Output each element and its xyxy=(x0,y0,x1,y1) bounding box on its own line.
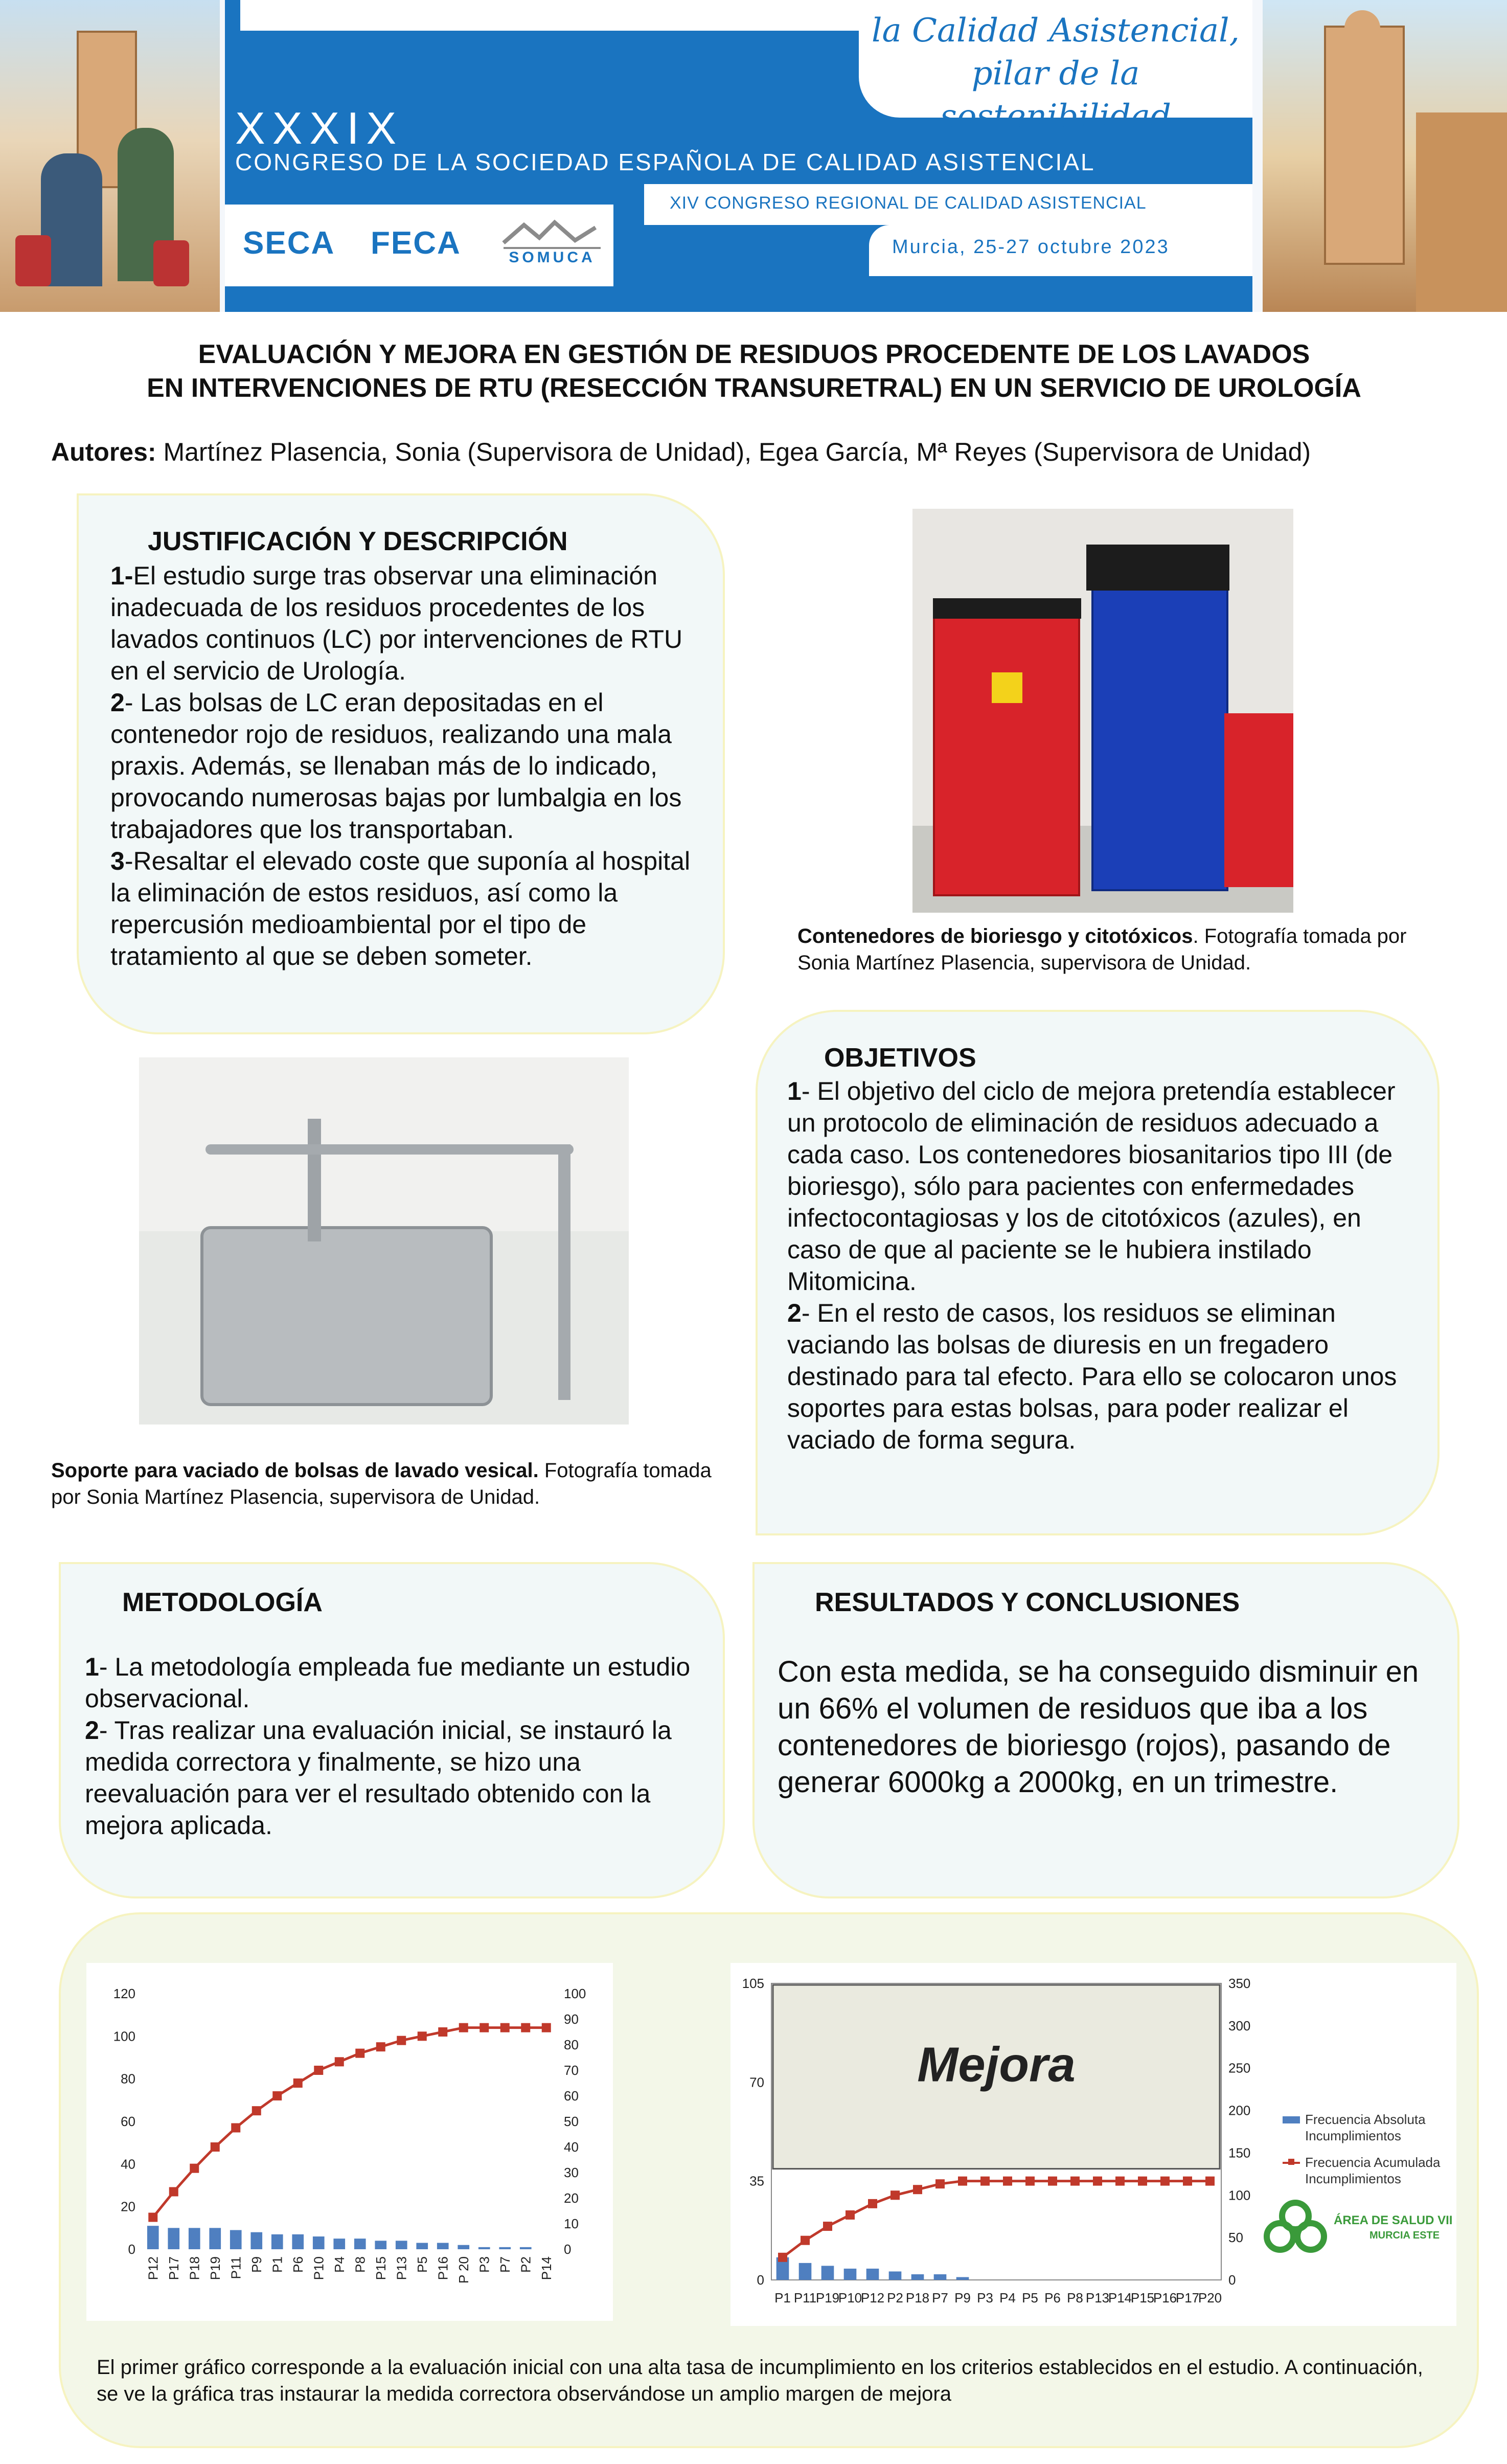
cumulative-point xyxy=(913,2185,922,2194)
red-container-partial xyxy=(1224,713,1293,887)
objetivos-title: OBJETIVOS xyxy=(824,1043,976,1073)
cumulative-point xyxy=(376,2042,385,2051)
congress-name: CONGRESO DE LA SOCIEDAD ESPAÑOLA DE CALIDAD ASISTENCIAL xyxy=(235,149,1095,175)
cumulative-point xyxy=(1070,2177,1080,2186)
poster-title-line-1: EVALUACIÓN Y MEJORA EN GESTIÓN DE RESIDUOS PROCEDENTE DE LOS LAVADOS xyxy=(198,340,1310,369)
x-tick-label: P13 xyxy=(1085,2290,1110,2305)
x-tick-label: P2 xyxy=(518,2256,534,2273)
resultados-title: RESULTADOS Y CONCLUSIONES xyxy=(815,1588,1240,1617)
x-tick-label: P1 xyxy=(269,2256,285,2273)
x-tick-label: P14 xyxy=(1108,2290,1132,2305)
bar xyxy=(375,2241,386,2249)
suitcase-icon xyxy=(15,235,51,286)
chart-improvement xyxy=(730,1963,1456,2326)
y-left-tick-label: 0 xyxy=(128,2242,135,2257)
sink-caption-bold: Soporte para vaciado de bolsas de lavado vesical. xyxy=(51,1459,539,1482)
y-left-tick-label: 35 xyxy=(749,2173,764,2189)
support-leg xyxy=(558,1144,570,1400)
y-right-tick-label: 250 xyxy=(1228,2060,1251,2076)
cumulative-point xyxy=(542,2023,551,2032)
slogan-line-2: pilar de la sostenibilidad xyxy=(940,55,1171,135)
cumulative-point xyxy=(958,2177,967,2186)
x-tick-label: P12 xyxy=(860,2290,885,2305)
justificacion-p1-num: 1- xyxy=(110,561,133,590)
charts-panel xyxy=(59,1912,1479,2448)
cumulative-point xyxy=(272,2091,282,2100)
sink-caption-text: Fotografía tomada por Sonia Martínez Plasencia, supervisora de Unidad. xyxy=(51,1459,712,1508)
cumulative-point xyxy=(1205,2177,1215,2186)
metodologia-title: METODOLOGÍA xyxy=(122,1588,323,1617)
header-white-band xyxy=(240,0,869,31)
cumulative-point xyxy=(1160,2177,1170,2186)
x-tick-label: P16 xyxy=(435,2256,451,2280)
annotation-label: Mejora xyxy=(917,2037,1076,2092)
x-tick-label: P14 xyxy=(538,2256,554,2280)
justificacion-p2-num: 2 xyxy=(110,688,125,717)
header-illustration-right xyxy=(1263,0,1507,312)
container-lid xyxy=(933,598,1081,619)
legend-swatch-bar xyxy=(1283,2116,1300,2123)
bar xyxy=(292,2234,304,2249)
legend-swatch-line xyxy=(1283,2162,1300,2164)
slogan-box xyxy=(859,0,1252,135)
cumulative-point xyxy=(418,2031,427,2041)
cumulative-point xyxy=(521,2023,530,2032)
objetivos-p1-num: 1 xyxy=(787,1077,802,1105)
x-tick-label: P3 xyxy=(977,2290,993,2305)
cumulative-point xyxy=(335,2057,344,2066)
bar xyxy=(934,2274,947,2280)
y-right-tick-label: 70 xyxy=(564,2063,579,2078)
bar xyxy=(271,2234,283,2249)
x-tick-label: P6 xyxy=(290,2256,306,2273)
slogan-line-1: la Calidad Asistencial, xyxy=(872,12,1240,50)
bar xyxy=(520,2247,532,2249)
bag-support-rail xyxy=(206,1144,574,1155)
bar xyxy=(889,2271,902,2280)
y-right-tick-label: 10 xyxy=(564,2216,579,2231)
cumulative-point xyxy=(1048,2177,1057,2186)
y-right-tick-label: 100 xyxy=(1228,2187,1251,2203)
metodologia-p2: - Tras realizar una evaluación inicial, se instauró la medida correctora y finalmente, se hizo una reevaluación para ver el resultado obtenido con la mejora aplicada. xyxy=(85,1716,672,1840)
x-tick-label: P20 xyxy=(1198,2290,1222,2305)
header-illustration-left xyxy=(0,0,220,312)
y-right-tick-label: 50 xyxy=(1228,2230,1243,2246)
objetivos-p2-num: 2 xyxy=(787,1299,802,1327)
somuca-logo-text: SOMUCA xyxy=(509,249,596,266)
x-tick-label: P9 xyxy=(248,2256,264,2273)
bar xyxy=(147,2226,159,2249)
cumulative-point xyxy=(1003,2177,1012,2186)
seca-logo: SECA xyxy=(243,225,335,261)
justificacion-text xyxy=(110,560,698,972)
y-right-tick-label: 350 xyxy=(1228,1976,1251,1991)
x-tick-label: P6 xyxy=(1044,2290,1061,2305)
congress-regional: XIV CONGRESO REGIONAL DE CALIDAD ASISTENCIAL xyxy=(670,193,1147,213)
authors-text: Martínez Plasencia, Sonia (Supervisora de Unidad), Egea García, Mª Reyes (Supervisora de Unidad) xyxy=(156,438,1311,466)
charts-footer-caption: El primer gráfico corresponde a la evaluación inicial con una alta tasa de incumplimiento en los criterios establecidos en el estudio. A continuación, se ve la gráfica tras instaurar la medida correctora observándose un amplio margen de mejora xyxy=(97,2356,1423,2405)
building-facade xyxy=(1416,112,1507,312)
area-logo-line-1: ÁREA DE SALUD VII xyxy=(1334,2213,1453,2227)
area-logo-line-2: MURCIA ESTE xyxy=(1369,2230,1440,2241)
cumulative-point xyxy=(890,2190,900,2200)
x-tick-label: P19 xyxy=(815,2290,840,2305)
containers-caption xyxy=(797,923,1442,976)
chart-initial-evaluation xyxy=(86,1963,613,2321)
bar xyxy=(799,2263,812,2280)
cumulative-point xyxy=(1093,2177,1102,2186)
authors-label: Autores: xyxy=(51,438,156,466)
feca-logo: FECA xyxy=(371,225,461,261)
x-tick-label: P9 xyxy=(954,2290,971,2305)
cumulative-point xyxy=(1183,2177,1192,2186)
area-salud-logo xyxy=(1262,2193,1462,2270)
x-tick-label: P5 xyxy=(1022,2290,1038,2305)
cumulative-point xyxy=(459,2023,468,2032)
y-left-tick-label: 60 xyxy=(121,2114,135,2129)
x-tick-label: P8 xyxy=(352,2256,368,2273)
x-tick-label: P2 xyxy=(887,2290,903,2305)
resultados-panel xyxy=(752,1562,1459,1898)
cumulative-point xyxy=(1138,2177,1147,2186)
sink-basin-icon xyxy=(200,1226,493,1406)
objetivos-text xyxy=(787,1075,1416,1456)
bar xyxy=(250,2232,262,2249)
justificacion-p1: El estudio surge tras observar una eliminación inadecuada de los residuos procedentes de los lavados continuos (LC) por intervenciones de RTU en el servicio de Urología. xyxy=(110,561,683,685)
poster-title-line-2: EN INTERVENCIONES DE RTU (RESECCIÓN TRANSURETRAL) EN UN SERVICIO DE UROLOGÍA xyxy=(147,373,1361,403)
bar xyxy=(911,2274,924,2280)
cumulative-point xyxy=(778,2253,787,2262)
legend-label-cumulative: Frecuencia Acumulada Incumplimientos xyxy=(1305,2155,1441,2186)
cumulative-point xyxy=(148,2213,157,2222)
y-left-tick-label: 105 xyxy=(742,1976,764,1991)
cumulative-point xyxy=(293,2078,303,2088)
bar xyxy=(354,2239,366,2249)
justificacion-title: JUSTIFICACIÓN Y DESCRIPCIÓN xyxy=(148,527,568,556)
cumulative-point xyxy=(397,2036,406,2045)
bar xyxy=(866,2269,879,2280)
cumulative-point xyxy=(211,2142,220,2152)
x-tick-label: P8 xyxy=(1067,2290,1083,2305)
bar xyxy=(499,2247,511,2249)
x-tick-label: P12 xyxy=(145,2256,161,2280)
metodologia-p2-num: 2 xyxy=(85,1716,99,1745)
justificacion-p3: -Resaltar el elevado coste que suponía al hospital la eliminación de estos residuos, así como la repercusión medioambiental por el tipo de tratamiento al que se deben someter. xyxy=(110,847,691,970)
x-tick-label: P4 xyxy=(331,2256,347,2273)
cumulative-point xyxy=(868,2199,877,2208)
y-right-tick-label: 20 xyxy=(564,2190,579,2206)
chart-initial-svg xyxy=(86,1963,613,2321)
metodologia-text xyxy=(85,1651,703,1841)
y-left-tick-label: 70 xyxy=(749,2074,764,2090)
bar xyxy=(956,2277,969,2280)
cumulative-point xyxy=(355,2049,364,2058)
red-container-icon xyxy=(933,606,1080,896)
header-banner xyxy=(0,0,1507,312)
chart-legend xyxy=(1283,2111,1456,2187)
y-right-tick-label: 90 xyxy=(564,2011,579,2027)
cumulative-point xyxy=(823,2222,832,2231)
cumulative-point xyxy=(231,2123,240,2133)
x-tick-label: P16 xyxy=(1153,2290,1177,2305)
resultados-text: Con esta medida, se ha conseguido disminuir en un 66% el volumen de residuos que iba a los contenedores de bioriesgo (rojos), pasando de generar 6000kg a 2000kg, en un trimestre. xyxy=(778,1655,1419,1799)
x-tick-label: P5 xyxy=(414,2256,430,2273)
cumulative-point xyxy=(314,2066,323,2075)
containers-caption-bold: Contenedores de bioriesgo y citotóxicos xyxy=(797,925,1193,947)
bar xyxy=(416,2243,428,2250)
x-tick-label: P18 xyxy=(905,2290,930,2305)
containers-caption-text: . Fotografía tomada por Sonia Martínez Plasencia, supervisora de Unidad. xyxy=(797,925,1407,974)
bar xyxy=(478,2247,490,2249)
poster-title xyxy=(51,337,1457,405)
bar xyxy=(844,2269,857,2280)
cumulative-point xyxy=(480,2023,489,2032)
bar xyxy=(396,2241,407,2249)
congress-number: XXXIX xyxy=(235,103,404,153)
justificacion-p3-num: 3 xyxy=(110,847,125,875)
y-right-tick-label: 150 xyxy=(1228,2145,1251,2161)
metodologia-p1: - La metodología empleada fue mediante un estudio observacional. xyxy=(85,1653,691,1713)
cumulative-point xyxy=(169,2187,178,2197)
x-tick-label: P17 xyxy=(1175,2290,1200,2305)
x-tick-label: P17 xyxy=(166,2256,181,2280)
y-right-tick-label: 60 xyxy=(564,2088,579,2104)
bar xyxy=(230,2230,242,2250)
authors xyxy=(51,437,1482,467)
cumulative-point xyxy=(190,2164,199,2173)
cumulative-point xyxy=(500,2023,510,2032)
x-tick-label: P7 xyxy=(932,2290,948,2305)
cumulative-point xyxy=(801,2236,810,2245)
y-left-tick-label: 0 xyxy=(757,2272,764,2288)
y-right-tick-label: 0 xyxy=(1228,2272,1236,2288)
cumulative-point xyxy=(438,2027,447,2037)
y-right-tick-label: 30 xyxy=(564,2165,579,2180)
y-left-tick-label: 120 xyxy=(113,1986,135,2001)
bar xyxy=(189,2228,200,2249)
objetivos-panel xyxy=(756,1010,1440,1535)
cumulative-point xyxy=(846,2210,855,2220)
faucet-icon xyxy=(308,1119,321,1241)
legend-label-absolute: Frecuencia Absoluta Incumplimientos xyxy=(1305,2112,1426,2143)
x-tick-label: P 20 xyxy=(455,2256,471,2284)
justificacion-panel xyxy=(77,493,725,1034)
x-tick-label: P3 xyxy=(476,2256,492,2273)
congress-date: Murcia, 25-27 octubre 2023 xyxy=(892,236,1170,258)
y-right-tick-label: 300 xyxy=(1228,2018,1251,2033)
metodologia-p1-num: 1 xyxy=(85,1653,99,1681)
cumulative-point xyxy=(1115,2177,1125,2186)
cumulative-point xyxy=(252,2106,261,2115)
container-lid-stack xyxy=(1086,545,1229,591)
somuca-logo xyxy=(498,217,606,274)
y-right-tick-label: 40 xyxy=(564,2139,579,2155)
x-tick-label: P4 xyxy=(999,2290,1016,2305)
x-tick-label: P10 xyxy=(838,2290,862,2305)
cumulative-point xyxy=(980,2177,990,2186)
x-tick-label: P11 xyxy=(228,2256,244,2279)
x-tick-label: P11 xyxy=(793,2290,817,2305)
sink-caption xyxy=(51,1457,716,1510)
justificacion-p2: - Las bolsas de LC eran depositadas en el contenedor rojo de residuos, realizando una mala praxis. Además, se llenaban más de lo indicado, provocando numerosas bajas por lumbalgia en los trabajadores que los transportaban. xyxy=(110,688,682,844)
y-left-tick-label: 100 xyxy=(113,2028,135,2044)
x-tick-label: P10 xyxy=(311,2256,327,2280)
y-right-tick-label: 0 xyxy=(564,2242,572,2257)
legend-item-cumulative xyxy=(1283,2154,1456,2187)
x-tick-label: P15 xyxy=(1130,2290,1155,2305)
y-right-tick-label: 200 xyxy=(1228,2103,1251,2118)
containers-photo xyxy=(912,509,1293,913)
y-right-tick-label: 50 xyxy=(564,2114,579,2129)
objetivos-p1: - El objetivo del ciclo de mejora pretendía establecer un protocolo de eliminación de residuos adecuado a cada caso. Los contenedores biosanitarios tipo III (de bioriesgo), sólo para pacientes con enfermedades infectocontagiosas y los de citotóxicos (azules), en caso de que al paciente se le hubiera instilado Mitomicina. xyxy=(787,1077,1396,1296)
clover-icon xyxy=(1262,2198,1329,2265)
cumulative-line xyxy=(153,2028,546,2218)
x-tick-label: P19 xyxy=(207,2256,223,2280)
y-right-tick-label: 80 xyxy=(564,2037,579,2052)
cumulative-point xyxy=(935,2179,945,2188)
cumulative-point xyxy=(1025,2177,1035,2186)
bar xyxy=(458,2245,469,2249)
bar xyxy=(168,2228,179,2249)
y-left-tick-label: 20 xyxy=(121,2199,135,2214)
suitcase-icon xyxy=(153,240,189,286)
sink-photo xyxy=(139,1057,629,1425)
bar xyxy=(209,2228,221,2249)
y-left-tick-label: 40 xyxy=(121,2156,135,2172)
metodologia-panel xyxy=(59,1562,725,1898)
objetivos-p2: - En el resto de casos, los residuos se eliminan vaciando las bolsas de diuresis en un fregadero destinado para tal efecto. Para ello se colocaron unos soportes para estas bolsas, para poder realizar el vaciado de forma segura. xyxy=(787,1299,1397,1454)
y-left-tick-label: 80 xyxy=(121,2071,135,2087)
biohazard-label xyxy=(992,672,1022,703)
bar xyxy=(333,2239,345,2249)
bar xyxy=(437,2243,449,2250)
legend-item-absolute xyxy=(1283,2111,1456,2144)
cathedral-tower-right xyxy=(1324,26,1405,265)
bar xyxy=(821,2266,834,2280)
x-tick-label: P15 xyxy=(373,2256,389,2280)
x-tick-label: P7 xyxy=(497,2256,513,2273)
tower-dome xyxy=(1344,10,1380,36)
y-right-tick-label: 100 xyxy=(564,1986,586,2001)
x-tick-label: P18 xyxy=(187,2256,202,2280)
x-tick-label: P13 xyxy=(394,2256,409,2280)
x-tick-label: P1 xyxy=(774,2290,791,2305)
blue-container-icon xyxy=(1091,580,1228,891)
bar xyxy=(313,2236,325,2249)
